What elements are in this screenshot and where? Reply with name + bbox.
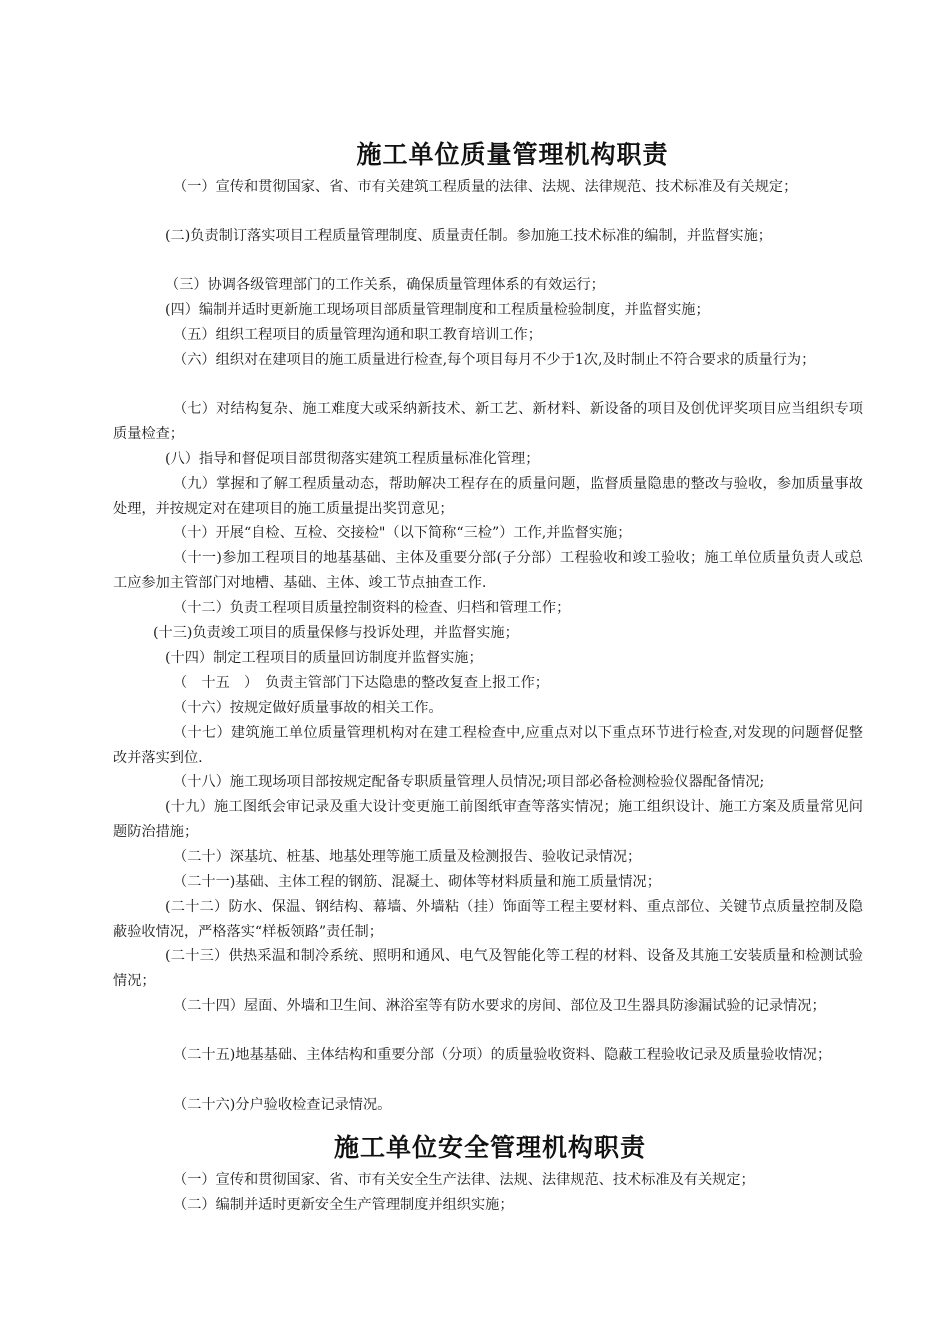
paragraph-item: (四）编制并适时更新施工现场项目部质量管理制度和工程质量检验制度，并监督实施；	[165, 302, 710, 318]
paragraph-item: （二十五)地基基础、主体结构和重要分部（分项）的质量验收资料、隐蔽工程验收记录及质量验收情况；	[173, 1047, 832, 1063]
paragraph-item: （七）对结构复杂、施工难度大或采纳新技术、新工艺、新材料、新设备的项目及创优评奖项目应当组织专项质量检查；	[113, 401, 863, 442]
paragraph-item: （十）开展“自检、互检、交接检"（以下简称“三检”）工作,并监督实施；	[173, 525, 632, 541]
paragraph-item: (八）指导和督促项目部贯彻落实建筑工程质量标准化管理；	[165, 451, 540, 467]
paragraph-item: （十一)参加工程项目的地基基础、主体及重要分部(子分部）工程验收和竣工验收；施工单位质量负责人或总工应参加主管部门对地槽、基础、主体、竣工节点抽查工作.	[113, 550, 863, 591]
paragraph-item: （十六）按规定做好质量事故的相关工作。	[173, 700, 443, 716]
section-title-safety: 施工单位安全管理机构职责	[333, 1133, 646, 1162]
paragraph-item: （二）编制并适时更新安全生产管理制度并组织实施；	[173, 1197, 514, 1213]
paragraph-item: （二十六)分户验收检查记录情况。	[173, 1097, 392, 1113]
paragraph-item: （ 十五 ） 负责主管部门下达隐患的整改复查上报工作；	[173, 675, 549, 691]
paragraph-item: (二十三）供热采温和制冷系统、照明和通风、电气及智能化等工程的材料、设备及其施工安装质量和检测试验情况；	[113, 948, 863, 989]
paragraph-item: （五）组织工程项目的质量管理沟通和职工教育培训工作；	[173, 327, 542, 343]
paragraph-item: （二十）深基坑、桩基、地基处理等施工质量及检测报告、验收记录情况；	[173, 849, 642, 865]
paragraph-item: (二十二）防水、保温、钢结构、幕墙、外墙粘（挂）饰面等工程主要材料、重点部位、关键节点质量控制及隐蔽验收情况，严格落实“样板领路”责任制；	[113, 899, 863, 940]
paragraph-item: （十二）负责工程项目质量控制资料的检查、归档和管理工作；	[173, 600, 571, 616]
paragraph-item: （一）宣传和贯彻国家、省、市有关安全生产法律、法规、法律规范、技术标准及有关规定；	[173, 1172, 755, 1188]
paragraph-item: （二十四）屋面、外墙和卫生间、淋浴室等有防水要求的房间、部位及卫生器具防渗漏试验的记录情况；	[173, 998, 826, 1014]
paragraph-item: （十八）施工现场项目部按规定配备专职质量管理人员情况;项目部必备检测检验仪器配备情况;	[173, 774, 765, 790]
paragraph-item: (十三)负责竣工项目的质量保修与投诉处理，并监督实施；	[153, 625, 519, 641]
paragraph-item: (十九）施工图纸会审记录及重大设计变更施工前图纸审查等落实情况；施工组织设计、施工方案及质量常见问题防治措施；	[113, 799, 863, 840]
paragraph-item: （一）宣传和贯彻国家、省、市有关建筑工程质量的法律、法规、法律规范、技术标准及有关规定；	[173, 179, 798, 195]
paragraph-item: （九）掌握和了解工程质量动态，帮助解决工程存在的质量问题，监督质量隐患的整改与验收，参加质量事故处理，并按规定对在建项目的施工质量提出奖罚意见；	[113, 476, 863, 517]
paragraph-item: （二十一)基础、主体工程的钢筋、混凝土、砌体等材料质量和施工质量情况；	[173, 874, 661, 890]
paragraph-item: (十四）制定工程项目的质量回访制度并监督实施；	[165, 650, 483, 666]
paragraph-item: (二)负责制订落实项目工程质量管理制度、质量责任制。参加施工技术标准的编制，并监督实施；	[165, 228, 772, 244]
section-title-quality: 施工单位质量管理机构职责	[356, 140, 669, 169]
paragraph-item: （十七）建筑施工单位质量管理机构对在建工程检查中,应重点对以下重点环节进行检查,对发现的问题督促整改并落实到位.	[113, 725, 863, 766]
paragraph-item: （六）组织对在建项目的施工质量进行检查,每个项目每月不少于1次,及时制止不符合要求的质量行为；	[173, 352, 816, 368]
paragraph-item: （三）协调各级管理部门的工作关系，确保质量管理体系的有效运行；	[165, 277, 605, 293]
